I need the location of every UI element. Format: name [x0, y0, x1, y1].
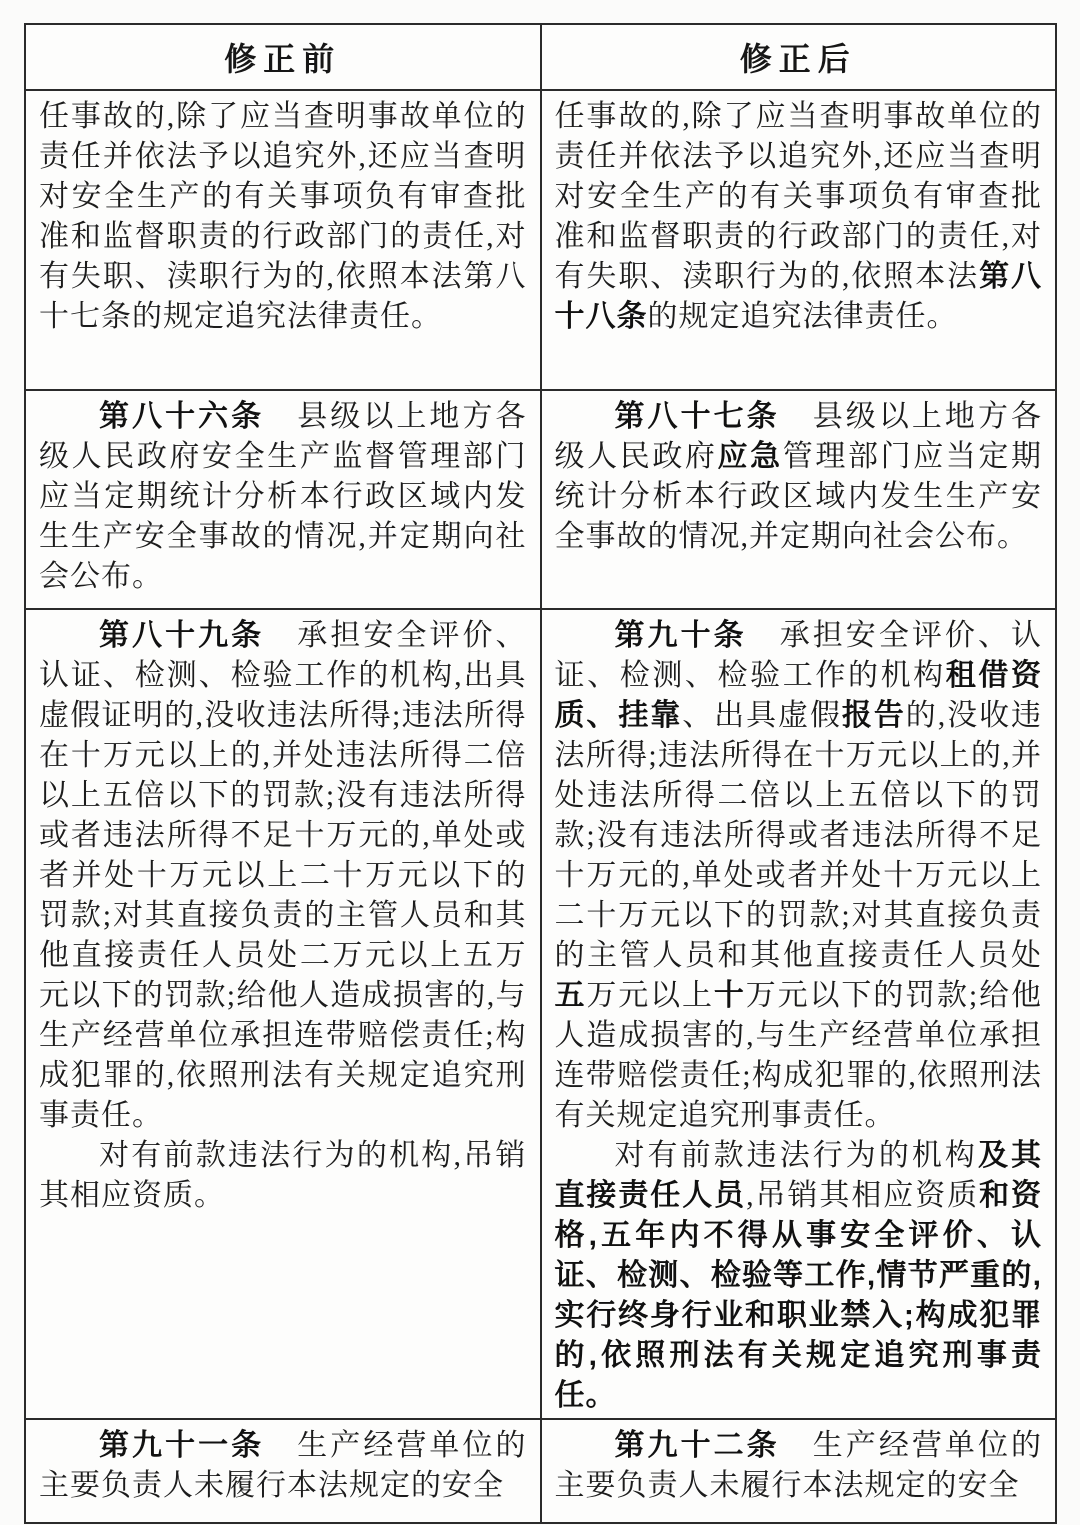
table-cell-before [25, 390, 541, 609]
row-article-91-92 [25, 1419, 1056, 1523]
body-text: 万元以上 [586, 979, 714, 1012]
table-cell-after [541, 609, 1057, 1419]
paragraph [39, 616, 527, 1136]
body-text: 管理部门应当定期统计分析本行政区域内发生生产安全事故的情况,并定期向社会公布。 [554, 440, 1043, 553]
emphasized-text: 第九十一条 [99, 1429, 298, 1462]
emphasized-text: 第八十六条 [99, 400, 298, 433]
body-text: 的规定追究法律责任。 [647, 300, 958, 333]
row-article-86-87 [25, 390, 1056, 609]
table-header [25, 24, 1056, 90]
body-text: 承担安全评价、认证、检测、检验工作的机构,出具虚假证明的,没收违法所得;违法所得在十万元以上的,并处违法所得二倍以上五倍以下的罚款;没有违法所得或者违法所得不足十万元的,单处或者并处十万元以上二十万元以下的罚款;对其直接负责的主管人员和其他直接责任人员处二万元以上五万元以下的罚款;给他人造成损害的,与生产经营单位承担连带赔偿责任;构成犯罪的,依照刑法有关规定追究刑事责任。 [39, 619, 527, 1132]
header-row [25, 24, 1056, 90]
emphasized-text: 和资格,五年内不得从事安全评价、认证、检测、检验等工作,情节严重的,实行终身行业和职业禁入;构成犯罪的,依照刑法有关规定追究刑事责任。 [554, 1179, 1043, 1412]
paragraph [39, 1136, 527, 1216]
paragraph [39, 397, 527, 597]
body-text: 承担安全评价、认证、检测、检验工作的机构 [554, 619, 1043, 692]
table-body [25, 90, 1056, 1523]
comparison-table [24, 23, 1057, 1524]
table-cell-before [25, 609, 541, 1419]
body-text: 生产经营单位的主要负责人未履行本法规定的安全 [39, 1429, 527, 1502]
paragraph [555, 1136, 1043, 1416]
emphasized-text: 应急 [717, 440, 783, 473]
body-text: 任事故的,除了应当查明事故单位的责任并依法予以追究外,还应当查明对安全生产的有关事项负有审查批准和监督职责的行政部门的责任,对有失职、渎职行为的,依照本法第八十七条的规定追究法律责任。 [39, 100, 527, 333]
table-cell-after [541, 1419, 1057, 1523]
table-cell-before [25, 90, 541, 390]
paragraph [555, 616, 1043, 1136]
emphasized-text: 十 [713, 979, 746, 1012]
paragraph [555, 97, 1043, 337]
emphasized-text: 第九十条 [614, 619, 780, 652]
emphasized-text: 五 [554, 979, 587, 1012]
paragraph [39, 97, 527, 337]
paragraph [555, 1426, 1043, 1506]
emphasized-text: 及其直接责任人员 [554, 1139, 1043, 1212]
row-article-89-90 [25, 609, 1056, 1419]
emphasized-text: 第八十七条 [614, 400, 813, 433]
body-text: 对有前款违法行为的机构,吊销其相应资质。 [39, 1139, 527, 1212]
body-text: 对有前款违法行为的机构 [614, 1139, 978, 1172]
body-text: 生产经营单位的主要负责人未履行本法规定的安全 [554, 1429, 1042, 1502]
emphasized-text: 报告 [841, 699, 906, 732]
body-text: 县级以上地方各级人民政府安全生产监督管理部门应当定期统计分析本行政区域内发生生产安全事故的情况,并定期向社会公布。 [39, 400, 527, 593]
emphasized-text: 租借资质、挂靠 [554, 659, 1043, 732]
column-header-before: 修正前 [25, 24, 541, 90]
paragraph [39, 1426, 527, 1506]
emphasized-text: 第八十八条 [554, 260, 1043, 333]
table-cell-after [541, 90, 1057, 390]
emphasized-text: 第八十九条 [99, 619, 298, 652]
body-text: 县级以上地方各级人民政府 [554, 400, 1042, 473]
body-text: 、出具虚假 [682, 699, 842, 732]
emphasized-text: 第九十二条 [614, 1429, 813, 1462]
body-text: 万元以下的罚款;给他人造成损害的,与生产经营单位承担连带赔偿责任;构成犯罪的,依照刑法有关规定追究刑事责任。 [554, 979, 1043, 1132]
body-text: ,吊销其相应资质 [746, 1179, 980, 1212]
paragraph [555, 397, 1043, 557]
table-cell-after [541, 390, 1057, 609]
column-header-after: 修正后 [541, 24, 1057, 90]
row-article-87-88 [25, 90, 1056, 390]
body-text: 的,没收违法所得;违法所得在十万元以上的,并处违法所得二倍以上五倍以下的罚款;没有违法所得或者违法所得不足十万元的,单处或者并处十万元以上二十万元以下的罚款;对其直接负责的主管人员和其他直接责任人员处 [554, 699, 1043, 972]
body-text: 任事故的,除了应当查明事故单位的责任并依法予以追究外,还应当查明对安全生产的有关事项负有审查批准和监督职责的行政部门的责任,对有失职、渎职行为的,依照本法 [554, 100, 1042, 293]
table-cell-before [25, 1419, 541, 1523]
